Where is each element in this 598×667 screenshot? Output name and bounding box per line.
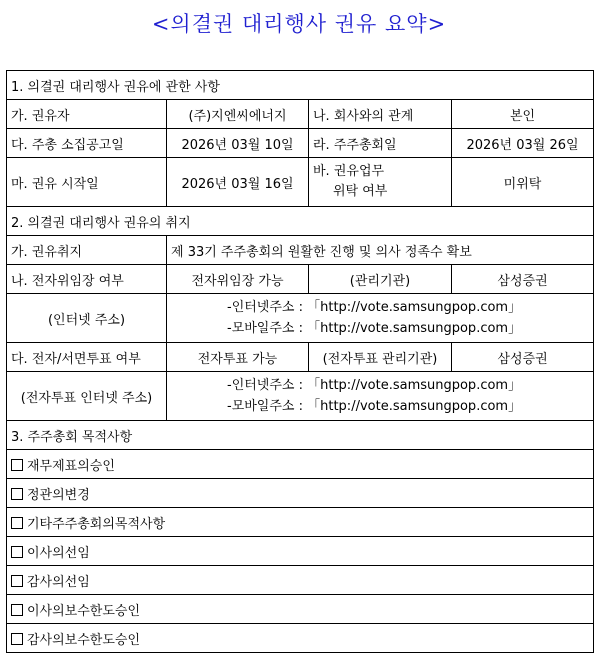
meeting-date-value: 2026년 03월 26일 (452, 129, 594, 158)
list-item (7, 450, 594, 479)
checkbox-icon[interactable] (11, 633, 23, 645)
table-row (7, 265, 594, 294)
page-title: <의결권 대리행사 권유 요약> (151, 12, 447, 36)
solicitor-label: 가. 권유자 (7, 100, 167, 129)
e-vote-label: 다. 전자/서면투표 여부 (7, 343, 167, 372)
list-item (7, 479, 594, 508)
table-row (7, 294, 594, 343)
relation-value: 본인 (452, 100, 594, 129)
relation-label: 나. 회사와의 관계 (309, 100, 452, 129)
section1-header-row (7, 71, 594, 100)
solicitor-value: (주)지엔씨에너지 (167, 100, 309, 129)
start-date-value: 2026년 03월 16일 (167, 158, 309, 207)
agenda-item-label: 정관의변경 (27, 487, 90, 503)
checkbox-icon[interactable] (11, 459, 23, 471)
delegation-label (309, 158, 452, 207)
checkbox-icon[interactable] (11, 575, 23, 587)
checkbox-icon[interactable] (11, 488, 23, 500)
e-proxy-agency-value: 삼성증권 (452, 265, 594, 294)
e-proxy-value: 전자위임장 가능 (167, 265, 309, 294)
table-row (7, 343, 594, 372)
checkbox-icon[interactable] (11, 517, 23, 529)
e-vote-value: 전자투표 가능 (167, 343, 309, 372)
delegation-value: 미위탁 (452, 158, 594, 207)
e-proxy-label: 나. 전자위임장 여부 (7, 265, 167, 294)
delegation-label-line2: 위탁 여부 (333, 184, 388, 199)
agenda-item-label: 이사의선임 (27, 545, 90, 561)
start-date-label: 마. 권유 시작일 (7, 158, 167, 207)
e-vote-urls (167, 372, 594, 421)
meeting-date-label: 라. 주주총회일 (309, 129, 452, 158)
agenda-item-label: 감사의보수한도승인 (27, 632, 141, 648)
checkbox-icon[interactable] (11, 604, 23, 616)
section1-header: 1. 의결권 대리행사 권유에 관한 사항 (7, 71, 594, 100)
e-vote-url-label: (전자투표 인터넷 주소) (7, 372, 167, 421)
list-item (7, 508, 594, 537)
section2-header: 2. 의결권 대리행사 권유의 취지 (7, 207, 594, 236)
e-vote-internet-url[interactable]: -인터넷주소 : 「http://vote.samsungpop.com」 (227, 378, 522, 393)
e-vote-mobile-url[interactable]: -모바일주소 : 「http://vote.samsungpop.com」 (227, 399, 522, 414)
list-item (7, 595, 594, 624)
section2-header-row (7, 207, 594, 236)
table-row (7, 100, 594, 129)
purpose-label: 가. 권유취지 (7, 236, 167, 265)
checkbox-icon[interactable] (11, 546, 23, 558)
notice-date-value: 2026년 03월 10일 (167, 129, 309, 158)
list-item (7, 566, 594, 595)
e-vote-agency-value: 삼성증권 (452, 343, 594, 372)
table-row (7, 158, 594, 207)
table-row (7, 372, 594, 421)
list-item (7, 624, 594, 653)
table-row (7, 129, 594, 158)
table-row (7, 236, 594, 265)
agenda-item-label: 감사의선임 (27, 574, 90, 590)
list-item (7, 537, 594, 566)
purpose-value: 제 33기 주주총회의 원활한 진행 및 의사 정족수 확보 (167, 236, 594, 265)
agenda-item-label: 기타주주총회의목적사항 (27, 516, 166, 532)
e-proxy-url-label: (인터넷 주소) (7, 294, 167, 343)
e-proxy-mobile-url[interactable]: -모바일주소 : 「http://vote.samsungpop.com」 (227, 321, 522, 336)
e-proxy-agency-label: (관리기관) (309, 265, 452, 294)
section3-header: 3. 주주총회 목적사항 (7, 421, 594, 450)
agenda-item-label: 이사의보수한도승인 (27, 603, 141, 619)
e-proxy-urls (167, 294, 594, 343)
notice-date-label: 다. 주총 소집공고일 (7, 129, 167, 158)
e-proxy-internet-url[interactable]: -인터넷주소 : 「http://vote.samsungpop.com」 (227, 300, 522, 315)
delegation-label-line1: 바. 권유업무 (313, 164, 385, 179)
e-vote-agency-label: (전자투표 관리기관) (309, 343, 452, 372)
agenda-item-label: 재무제표의승인 (27, 458, 115, 474)
section3-header-row (7, 421, 594, 450)
proxy-summary-table (6, 70, 594, 653)
